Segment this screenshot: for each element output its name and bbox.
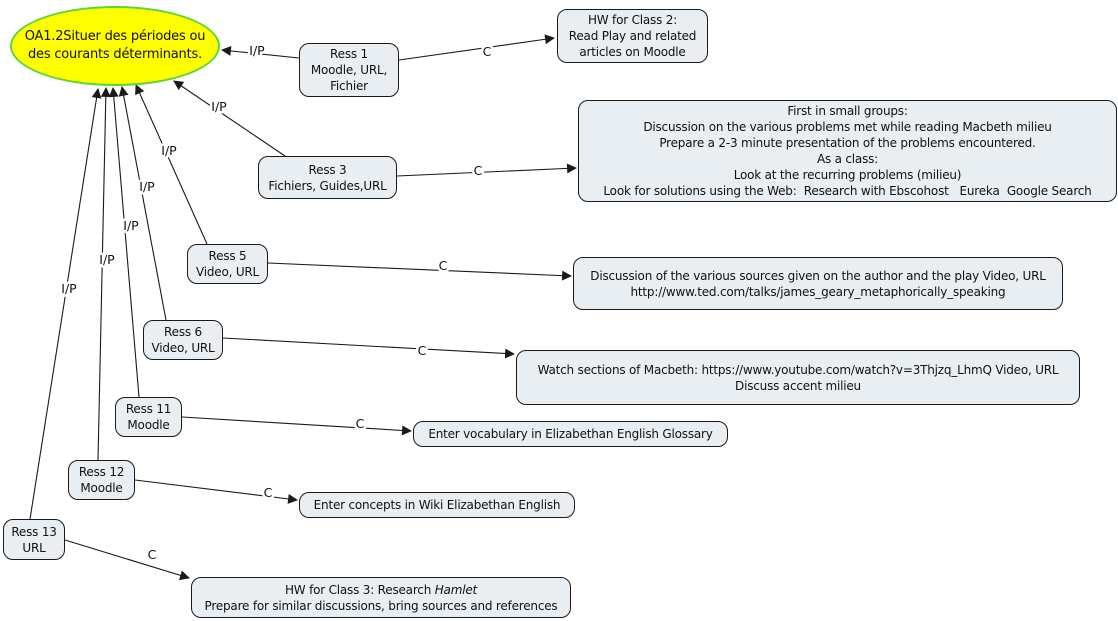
watch-macbeth-text-line: Discuss accent milieu <box>735 378 861 393</box>
ress-5-node[interactable] <box>187 244 268 284</box>
hw-class-2-text-line: Read Play and related <box>568 29 697 43</box>
edge-label-ress-11-to-enter-vocabulary[interactable]: C <box>355 416 365 431</box>
first-in-small-groups-text-line: First in small groups: <box>787 104 908 118</box>
ress-13-text-line: Ress 13 <box>11 524 57 539</box>
enter-vocabulary-text-line: Enter vocabulary in Elizabethan English Glossary <box>428 427 713 441</box>
ress-13-text-line: URL <box>22 540 46 555</box>
ress-6-node[interactable] <box>143 320 223 360</box>
hw-class-3-text-line <box>285 582 477 598</box>
edge-label-ress-5-to-concept-oa12[interactable]: I/P <box>161 143 177 158</box>
first-in-small-groups-text-line: Discussion on the various problems met while reading Macbeth milieu <box>643 120 1052 134</box>
edge-label-ress-13-to-concept-oa12[interactable]: I/P <box>61 281 77 296</box>
edge-label-ress-12-to-enter-concepts[interactable]: C <box>263 485 273 500</box>
ress-1-text-line: Ress 1 <box>330 47 368 61</box>
discussion-sources-node[interactable] <box>573 257 1063 310</box>
ress-12-text-line: Ress 12 <box>78 465 125 479</box>
edge-label-ress-12-to-concept-oa12[interactable]: I/P <box>99 252 115 267</box>
edge-label-ress-1-to-concept-oa12[interactable]: I/P <box>249 43 265 58</box>
ress-3-text-line: Ress 3 <box>308 162 347 177</box>
ress-12-node[interactable] <box>68 460 135 500</box>
first-in-small-groups-node[interactable] <box>578 100 1117 202</box>
ress-6-text-line: Video, URL <box>151 341 215 355</box>
ress-13-node[interactable] <box>3 519 65 560</box>
hw-class-3-text-line: Prepare for similar discussions, bring sources and references <box>204 598 558 613</box>
concept-oa12-node[interactable] <box>10 6 220 86</box>
edge-label-ress-6-to-concept-oa12[interactable]: I/P <box>139 179 155 194</box>
first-in-small-groups-text-line: Look at the recurring problems (milieu) <box>733 168 962 182</box>
edge-label-ress-3-to-concept-oa12[interactable]: I/P <box>211 99 227 114</box>
ress-11-text-line: Moodle <box>127 418 170 432</box>
discussion-sources-text-line: http://www.ted.com/talks/james_geary_metaphorically_speaking <box>630 284 1006 299</box>
edge-label-ress-13-to-hw-class-3[interactable]: C <box>147 547 157 562</box>
edge-label-ress-6-to-watch-macbeth[interactable]: C <box>417 343 427 358</box>
edge-label-ress-5-to-discussion-sources[interactable]: C <box>438 258 448 273</box>
first-in-small-groups-text-line: Look for solutions using the Web: Research with Ebscohost Eureka Google Search <box>603 184 1092 198</box>
discussion-sources-text-line: Discussion of the various sources given on the author and the play Video, URL <box>590 268 1046 283</box>
watch-macbeth-text-line: Watch sections of Macbeth: https://www.youtube.com/watch?v=3Thjzq_LhmQ Video, URL <box>537 362 1059 377</box>
concept-oa12-text-line: des courants déterminants. <box>27 47 203 62</box>
edge-label-ress-11-to-concept-oa12[interactable]: I/P <box>123 218 139 233</box>
edge-label-ress-3-to-first-in-small-groups[interactable]: C <box>473 163 483 178</box>
enter-concepts-node[interactable] <box>299 492 575 518</box>
first-in-small-groups-text-line: Prepare a 2-3 minute presentation of the problems encountered. <box>659 136 1036 150</box>
ress-3-node[interactable] <box>258 156 397 199</box>
hw-class-2-node[interactable] <box>557 9 708 63</box>
ress-12-text-line: Moodle <box>80 481 123 495</box>
edge-label-ress-1-to-hw-class-2[interactable]: C <box>482 44 492 59</box>
enter-vocabulary-node[interactable] <box>413 421 728 447</box>
text-segment: Hamlet <box>434 582 478 597</box>
hw-class-3-node[interactable] <box>191 577 571 618</box>
ress-11-text-line: Ress 11 <box>125 402 172 416</box>
hw-class-2-text-line: HW for Class 2: <box>587 13 678 27</box>
ress-1-text-line: Moodle, URL, <box>310 63 388 77</box>
watch-macbeth-node[interactable] <box>516 350 1080 405</box>
ress-5-text-line: Ress 5 <box>208 249 247 263</box>
hw-class-2-text-line: articles on Moodle <box>579 45 686 59</box>
ress-5-text-line: Video, URL <box>195 265 260 279</box>
ress-11-node[interactable] <box>115 397 182 437</box>
first-in-small-groups-text-line: As a class: <box>816 152 879 166</box>
text-segment: HW for Class 3: Research <box>284 582 435 597</box>
enter-concepts-text-line: Enter concepts in Wiki Elizabethan English <box>313 498 561 512</box>
ress-3-text-line: Fichiers, Guides,URL <box>268 178 387 193</box>
ress-6-text-line: Ress 6 <box>164 325 202 339</box>
ress-1-node[interactable] <box>299 43 399 97</box>
ress-1-text-line: Fichier <box>330 79 368 93</box>
concept-oa12-text-line: OA1.2Situer des périodes ou <box>24 29 206 44</box>
